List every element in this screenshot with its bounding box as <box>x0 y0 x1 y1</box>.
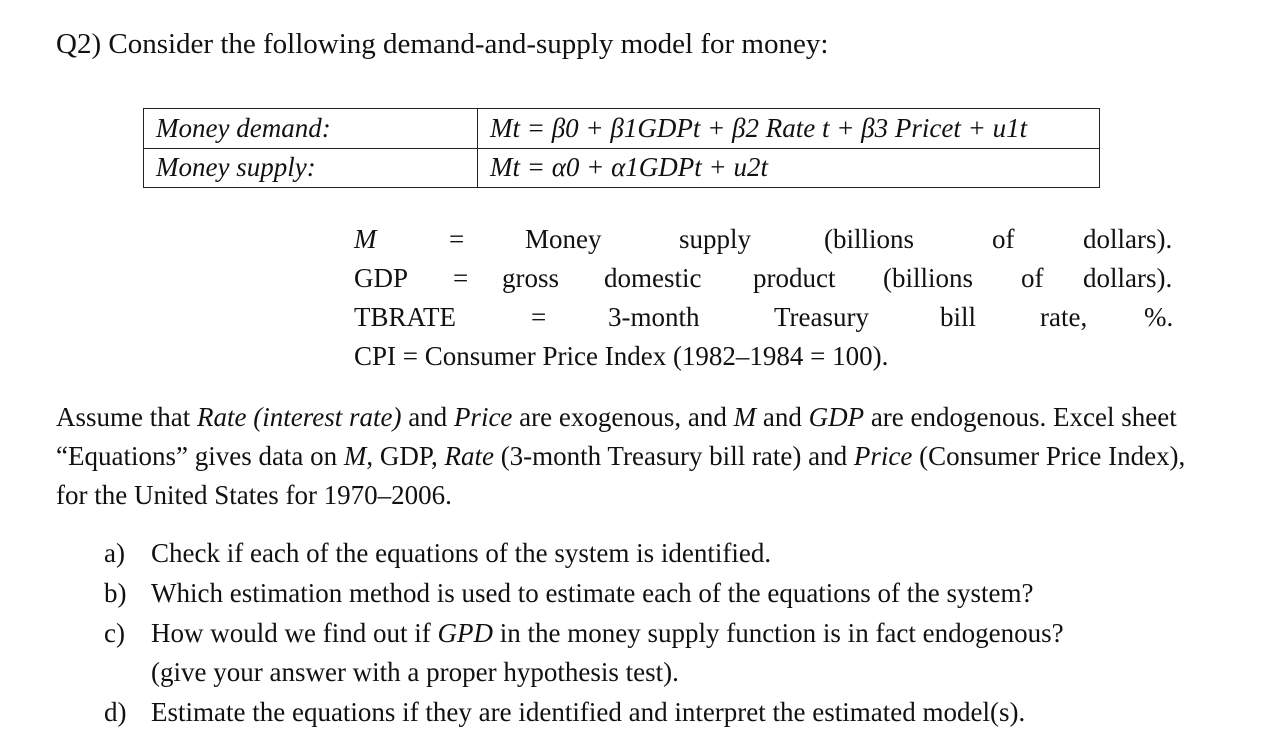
question-c-label: c) <box>104 618 125 648</box>
definition-tbrate: TBRATE = 3-month Treasury bill rate, %. <box>354 302 1174 332</box>
question-a-label: a) <box>104 538 125 568</box>
question-b-label: b) <box>104 578 127 608</box>
question-d-text: Estimate the equations if they are identified and interpret the estimated model(s). <box>151 697 1026 727</box>
question-d-label: d) <box>104 697 127 727</box>
definition-cpi: CPI = Consumer Price Index (1982–1984 = 100). <box>354 341 889 371</box>
demand-label: Money demand: <box>144 109 478 149</box>
equations-table <box>143 108 1100 188</box>
supply-equation: Mt = α0 + α1GDPt + u2t <box>478 148 1100 188</box>
supply-label: Money supply: <box>144 148 478 188</box>
question-c-text: How would we find out if GPD in the money supply function is in fact endogenous? <box>151 618 1064 648</box>
demand-equation: Mt = β0 + β1GDPt + β2 Rate t + β3 Pricet + u1t <box>478 109 1100 149</box>
question-title: Q2) Consider the following demand-and-supply model for money: <box>56 28 829 60</box>
definition-gdp: GDP = gross domestic product (billions of dollars). <box>354 263 1173 293</box>
question-b-text: Which estimation method is used to estimate each of the equations of the system? <box>151 578 1034 608</box>
definition-m: M = Money supply (billions of dollars). <box>354 224 1173 254</box>
question-c-text-continued: (give your answer with a proper hypothesis test). <box>151 657 679 687</box>
assumption-paragraph: Assume that Rate (interest rate) and Price are exogenous, and M and GDP are endogenous. Excel sheet “Equations” gives data on M, GDP, Rate (3-month Treasury bill rate) and Price (Consumer Price Index), for the United States for 1970–2006. <box>56 402 1186 510</box>
question-a-text: Check if each of the equations of the system is identified. <box>151 538 772 568</box>
